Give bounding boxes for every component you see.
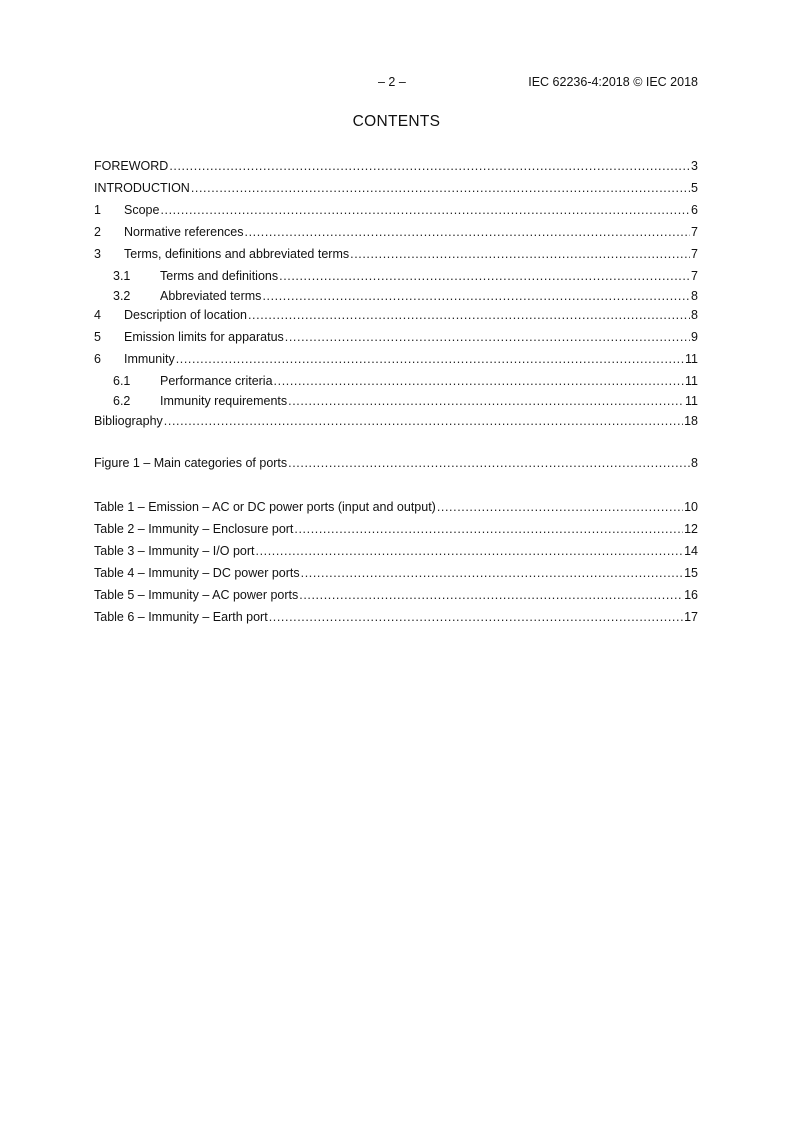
table-entry[interactable] [94, 522, 698, 544]
dot-leader [437, 500, 683, 514]
toc-entry-label: FOREWORD [94, 159, 169, 173]
toc-entry-label: Normative references [124, 225, 244, 239]
figure-entry[interactable] [94, 456, 698, 478]
dot-leader [256, 544, 684, 558]
page-title: CONTENTS [352, 113, 441, 130]
toc-entry-label: Description of location [124, 308, 247, 322]
dot-leader [164, 414, 683, 428]
toc-entry-label: Terms and definitions [160, 269, 279, 283]
toc-entry-page: 8 [691, 289, 698, 303]
dot-leader [288, 394, 684, 408]
toc-entry-label: Emission limits for apparatus [124, 330, 284, 344]
toc-entry-page: 3 [691, 159, 698, 173]
standard-reference: IEC 62236-4:2018 © IEC 2018 [528, 75, 698, 89]
toc-entry-page: 11 [685, 374, 698, 388]
toc-entry-foreword[interactable] [94, 159, 698, 181]
table-entry-page: 17 [684, 610, 698, 624]
table-entry-label: Table 6 – Immunity – Earth port [94, 610, 268, 624]
figure-entry-label: Figure 1 – Main categories of ports [94, 456, 288, 470]
table-entry[interactable] [94, 566, 698, 588]
toc-entry-normative-references[interactable] [94, 225, 698, 247]
toc-entry-label: Scope [124, 203, 160, 217]
toc-entry-terms-definitions[interactable] [94, 269, 698, 289]
table-entry-page: 16 [684, 588, 698, 602]
toc-entry-page: 6 [691, 203, 698, 217]
toc-entry-number: 2 [94, 225, 101, 239]
toc-entry-abbreviated-terms[interactable] [94, 289, 698, 308]
toc-entry-number: 4 [94, 308, 101, 322]
table-entry-label: Table 5 – Immunity – AC power ports [94, 588, 299, 602]
table-list [94, 500, 698, 632]
toc-entry-number: 5 [94, 330, 101, 344]
toc-entry-number: 1 [94, 203, 101, 217]
toc-entry-location[interactable] [94, 308, 698, 330]
table-entry-label: Table 3 – Immunity – I/O port [94, 544, 255, 558]
toc-entry-number: 3.1 [113, 269, 131, 283]
table-entry-label: Table 4 – Immunity – DC power ports [94, 566, 300, 580]
dot-leader [176, 352, 684, 366]
dot-leader [285, 330, 690, 344]
dot-leader [191, 181, 690, 195]
toc-entry-label: Immunity [124, 352, 175, 366]
toc-entry-page: 8 [691, 308, 698, 322]
toc-entry-number: 3.2 [113, 289, 131, 303]
toc-entry-immunity-requirements[interactable] [94, 394, 698, 414]
table-entry-page: 14 [684, 544, 698, 558]
toc-entry-number: 6 [94, 352, 101, 366]
toc-entry-page: 11 [685, 352, 698, 366]
page-number: – 2 – [378, 75, 406, 89]
dot-leader [262, 289, 690, 303]
toc-entry-scope[interactable] [94, 203, 698, 225]
table-entry[interactable] [94, 588, 698, 610]
table-entry[interactable] [94, 610, 698, 632]
table-entry-page: 15 [684, 566, 698, 580]
dot-leader [279, 269, 690, 283]
toc-entry-label: Performance criteria [160, 374, 273, 388]
toc-entry-number: 6.1 [113, 374, 131, 388]
dot-leader [301, 566, 683, 580]
toc-entry-page: 9 [691, 330, 698, 344]
toc-entry-introduction[interactable] [94, 181, 698, 203]
dot-leader [288, 456, 690, 470]
dot-leader [269, 610, 683, 624]
dot-leader [299, 588, 683, 602]
toc-entry-label: INTRODUCTION [94, 181, 190, 195]
toc-entry-number: 6.2 [113, 394, 131, 408]
toc-entry-label: Immunity requirements [160, 394, 288, 408]
table-entry-label: Table 2 – Immunity – Enclosure port [94, 522, 294, 536]
toc-entry-performance-criteria[interactable] [94, 374, 698, 394]
toc-entry-page: 7 [691, 225, 698, 239]
dot-leader [248, 308, 690, 322]
dot-leader [274, 374, 684, 388]
toc-entry-label: Terms, definitions and abbreviated terms [124, 247, 350, 261]
table-entry[interactable] [94, 544, 698, 566]
toc-entry-page: 7 [691, 269, 698, 283]
dot-leader [350, 247, 690, 261]
toc-entry-number: 3 [94, 247, 101, 261]
toc-entry-immunity[interactable] [94, 352, 698, 374]
page-header [94, 75, 698, 95]
toc-entry-emission-limits[interactable] [94, 330, 698, 352]
toc-entry-page: 5 [691, 181, 698, 195]
dot-leader [294, 522, 683, 536]
toc-list [94, 159, 698, 436]
figure-list [94, 456, 698, 478]
table-entry-page: 10 [684, 500, 698, 514]
figure-entry-page: 8 [691, 456, 698, 470]
toc-entry-label: Abbreviated terms [160, 289, 262, 303]
table-entry-page: 12 [684, 522, 698, 536]
dot-leader [169, 159, 690, 173]
toc-entry-bibliography[interactable] [94, 414, 698, 436]
toc-entry-label: Bibliography [94, 414, 163, 428]
dot-leader [160, 203, 690, 217]
toc-entry-page: 18 [684, 414, 698, 428]
toc-entry-terms[interactable] [94, 247, 698, 269]
toc-entry-page: 11 [685, 394, 698, 408]
toc-entry-page: 7 [691, 247, 698, 261]
table-entry[interactable] [94, 500, 698, 522]
table-entry-label: Table 1 – Emission – AC or DC power ports (input and output) [94, 500, 436, 514]
dot-leader [245, 225, 691, 239]
